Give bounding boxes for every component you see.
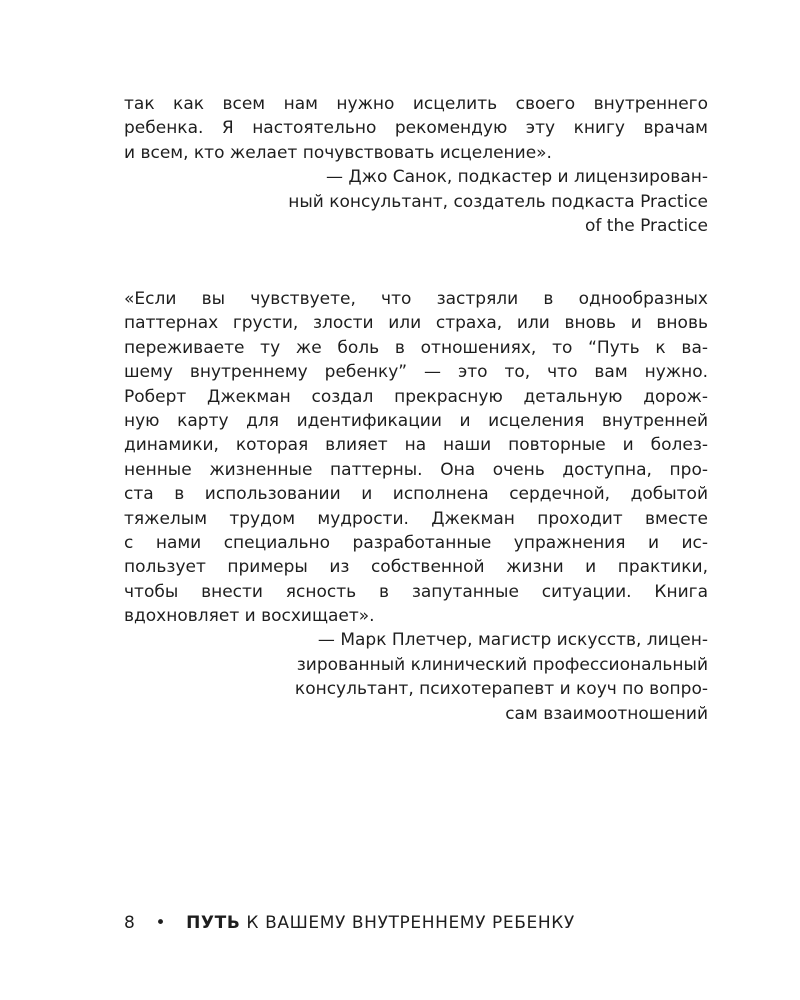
- attribution-line: — Марк Плетчер, магистр искусств, лицен-: [317, 630, 708, 651]
- quote-line: вдохновляет и восхищает».: [124, 606, 375, 627]
- attribution-line: of the Practice: [585, 215, 708, 236]
- quote-line: шему внутреннему ребенку” — это то, что вам нужно.: [124, 362, 708, 383]
- review-jo-sanok: [124, 92, 708, 238]
- quote-line: пользует примеры из собственной жизни и практики,: [124, 557, 708, 578]
- attribution-line: консультант, психотерапевт и коуч по вопро-: [294, 679, 708, 700]
- book-title-rest: К ВАШЕМУ ВНУТРЕННЕМУ РЕБЕНКУ: [246, 913, 575, 933]
- quote-line: ребенка. Я настоятельно рекомендую эту книгу врачам: [124, 118, 708, 139]
- quote-line: ную карту для идентификации и исцеления внутренней: [124, 410, 708, 431]
- review-mark-pletcher: [124, 287, 708, 726]
- attribution-line: сам взаимоотношений: [505, 703, 708, 724]
- attribution-line: зированный клинический профессиональный: [296, 654, 708, 675]
- quote-line: динамики, которая влияет на наши повторные и болез-: [124, 435, 708, 456]
- quote-line: ненные жизненные паттерны. Она очень доступна, про-: [124, 459, 708, 480]
- quote-line: и всем, кто желает почувствовать исцеление».: [124, 142, 552, 163]
- quote-line: переживаете ту же боль в отношениях, то “Путь к ва-: [124, 337, 708, 358]
- attribution-line: ный консультант, создатель подкаста Practice: [288, 191, 708, 212]
- quote-line: ста в использовании и исполнена сердечной, добытой: [124, 484, 708, 505]
- quote-line: паттернах грусти, злости или страха, или вновь и вновь: [124, 313, 708, 334]
- quote-line: тяжелым трудом мудрости. Джекман проходит вместе: [124, 508, 708, 529]
- quote-line: с нами специально разработанные упражнения и ис-: [124, 532, 708, 553]
- quote-line: так как всем нам нужно исцелить своего внутреннего: [124, 94, 708, 114]
- page-number: 8: [124, 913, 136, 933]
- book-title-bold: ПУТЬ: [186, 913, 241, 933]
- page-footer: [124, 913, 575, 933]
- quote-line: «Если вы чувствуете, что застряли в однообразных: [124, 289, 708, 309]
- attribution-line: — Джо Санок, подкастер и лицензирован-: [325, 167, 708, 188]
- bullet-separator: •: [155, 913, 167, 933]
- quote-line: чтобы внести ясность в запутанные ситуации. Книга: [124, 581, 708, 602]
- quote-line: Роберт Джекман создал прекрасную детальную дорож-: [124, 386, 708, 407]
